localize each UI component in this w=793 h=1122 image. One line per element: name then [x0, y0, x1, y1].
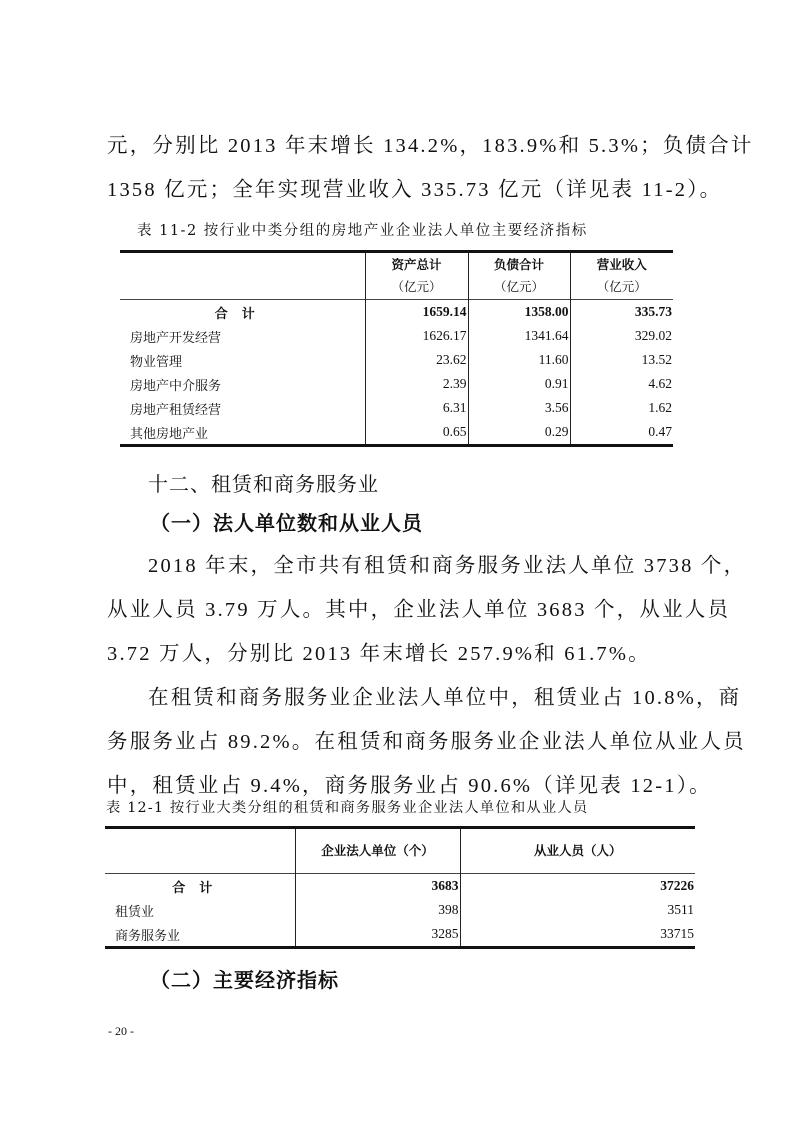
cell: 37226	[460, 874, 695, 899]
cell: 0.47	[570, 420, 673, 446]
cell: 2.39	[365, 372, 468, 396]
table-row	[105, 898, 695, 922]
row-label: 物业管理	[130, 354, 183, 370]
row-label: 其他房地产业	[130, 426, 209, 442]
subsection-heading: （二）主要经济指标	[150, 968, 339, 992]
cell: 0.91	[468, 372, 570, 396]
paragraph-line: 1358 亿元；全年实现营业收入 335.73 亿元（详见表 11-2）。	[107, 179, 723, 201]
paragraph-line: 从业人员 3.79 万人。其中，企业法人单位 3683 个，从业人员	[107, 599, 731, 621]
cell: 1.62	[570, 396, 673, 420]
column-header: 负债合计 （亿元）	[468, 252, 570, 300]
row-label: 合计	[214, 306, 269, 322]
cell: 0.65	[365, 420, 468, 446]
page-number: - 20 -	[108, 1024, 134, 1038]
row-label: 房地产中介服务	[130, 378, 222, 394]
cell: 3285	[295, 922, 460, 948]
table-row	[120, 396, 673, 420]
cell: 11.60	[468, 348, 570, 372]
column-header: 企业法人单位（个）	[295, 828, 460, 874]
cell: 1341.64	[468, 324, 570, 348]
table-12-1	[105, 826, 695, 949]
row-label: 商务服务业	[115, 928, 181, 944]
table-row	[120, 348, 673, 372]
cell: 3511	[460, 898, 695, 922]
paragraph-line: 在租赁和商务服务业企业法人单位中，租赁业占 10.8%，商	[148, 687, 742, 709]
table-row	[105, 922, 695, 948]
cell: 33715	[460, 922, 695, 948]
cell: 0.29	[468, 420, 570, 446]
cell: 1358.00	[468, 300, 570, 325]
table-11-2	[120, 250, 673, 447]
paragraph-line: 中，租赁业占 9.4%，商务服务业占 90.6%（详见表 12-1）。	[107, 775, 712, 797]
column-header: 资产总计 （亿元）	[365, 252, 468, 300]
row-label: 房地产租赁经营	[130, 402, 222, 418]
cell: 329.02	[570, 324, 673, 348]
column-header: 营业收入 （亿元）	[570, 252, 673, 300]
paragraph-line: 2018 年末，全市共有租赁和商务服务业法人单位 3738 个，	[148, 555, 747, 577]
row-label: 租赁业	[115, 904, 155, 920]
section-heading: 十二、租赁和商务服务业	[148, 472, 379, 496]
cell: 6.31	[365, 396, 468, 420]
table-row	[120, 420, 673, 446]
table-header-blank	[120, 252, 365, 300]
row-label: 房地产开发经营	[130, 330, 222, 346]
cell: 3.56	[468, 396, 570, 420]
cell: 3683	[295, 874, 460, 899]
cell: 13.52	[570, 348, 673, 372]
table-row-total	[120, 300, 673, 325]
paragraph-line: 务服务业占 89.2%。在租赁和商务服务业企业法人单位从业人员	[107, 731, 746, 753]
table-11-2-caption: 表 11-2 按行业中类分组的房地产业企业法人单位主要经济指标	[137, 223, 588, 239]
table-header-row	[120, 252, 673, 300]
table-header-row	[105, 828, 695, 874]
cell: 1626.17	[365, 324, 468, 348]
table-row-total	[105, 874, 695, 899]
cell: 398	[295, 898, 460, 922]
paragraph-line: 3.72 万人，分别比 2013 年末增长 257.9%和 61.7%。	[107, 643, 651, 665]
cell: 23.62	[365, 348, 468, 372]
table-12-1-caption: 表 12-1 按行业大类分组的租赁和商务服务业企业法人单位和从业人员	[106, 800, 589, 816]
paragraph-line: 元，分别比 2013 年末增长 134.2%，183.9%和 5.3%；负债合计	[107, 135, 754, 157]
cell: 1659.14	[365, 300, 468, 325]
table-row	[120, 324, 673, 348]
table-row	[120, 372, 673, 396]
row-label: 合计	[172, 880, 227, 896]
column-header: 从业人员（人）	[460, 828, 695, 874]
cell: 335.73	[570, 300, 673, 325]
table-header-blank	[105, 828, 295, 874]
cell: 4.62	[570, 372, 673, 396]
subsection-heading: （一）法人单位数和从业人员	[150, 511, 423, 535]
